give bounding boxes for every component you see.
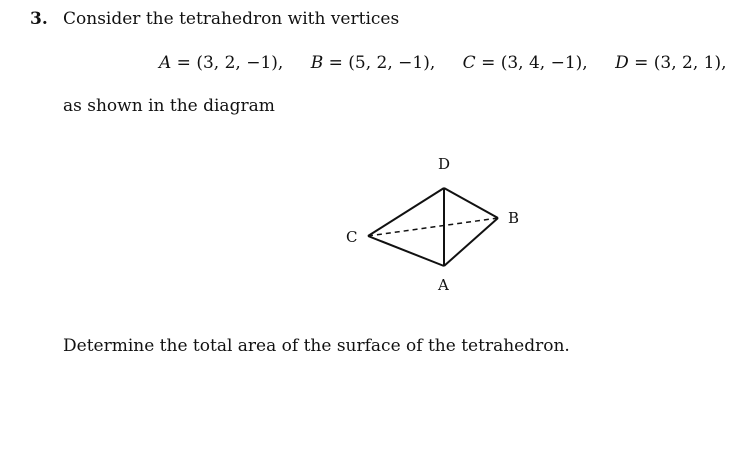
edge-c-a [368,236,444,266]
problem-number: 3. [30,9,48,29]
vertex-c-coords: = (3, 4, −1), [475,53,588,73]
edge-d-c [368,188,444,236]
edge-d-b [444,188,498,218]
vertex-b-name: B [310,53,324,73]
edge-c-b-hidden [368,218,498,236]
diagram-caption: as shown in the diagram [63,96,275,116]
vertex-d-name: D [615,53,629,73]
vertex-c [463,53,588,73]
vertex-b-coords: = (5, 2, −1), [323,53,436,73]
question-text: Determine the total area of the surface of the tetrahedron. [63,336,570,356]
label-a: A [438,276,449,294]
label-d: D [438,155,451,173]
vertex-c-name: C [462,53,476,73]
vertex-d-coords: = (3, 2, 1), [628,53,727,73]
problem-intro: Consider the tetrahedron with vertices [63,9,400,29]
tetrahedron-diagram [330,148,530,298]
vertex-list [159,53,727,73]
vertex-a [159,53,283,73]
vertex-b [311,53,436,73]
edge-a-b [444,218,498,266]
vertex-a-coords: = (3, 2, −1), [171,53,284,73]
label-c: C [346,228,358,246]
label-b: B [508,209,520,227]
vertex-a-name: A [159,53,172,73]
vertex-d [615,53,726,73]
